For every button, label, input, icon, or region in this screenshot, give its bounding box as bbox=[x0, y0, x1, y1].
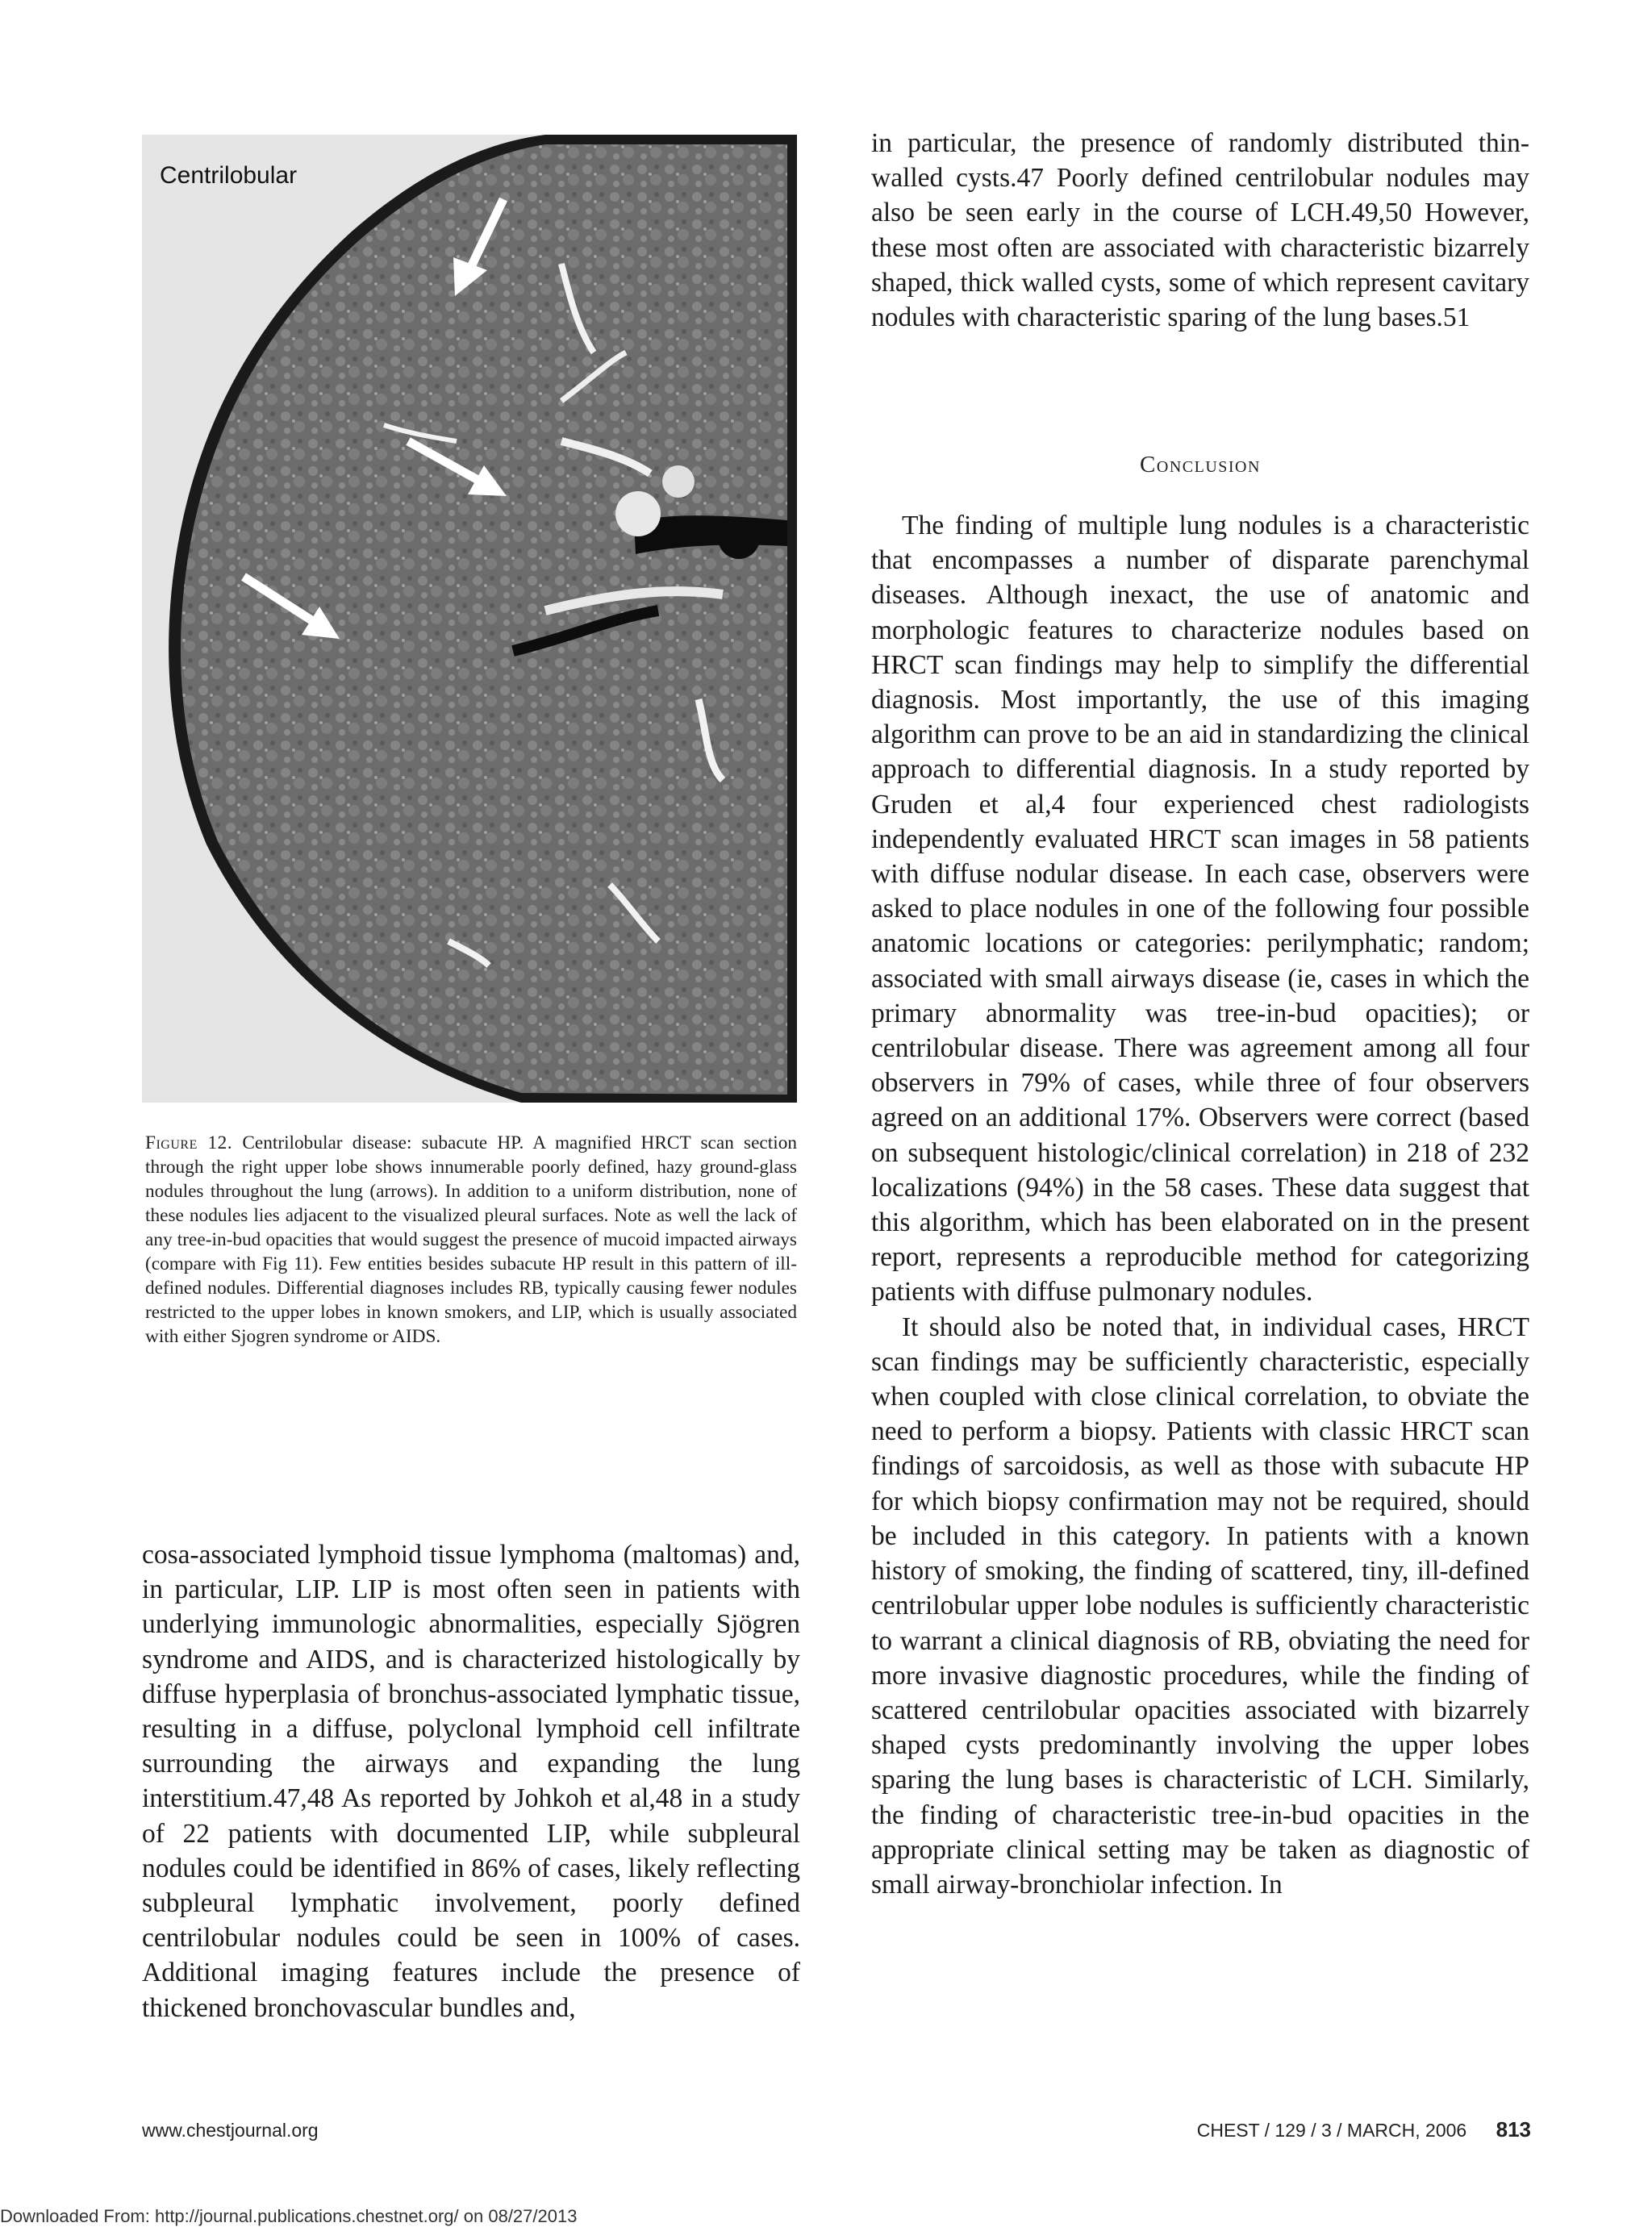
footer-journal bbox=[1197, 2117, 1531, 2142]
download-note: Downloaded From: http://journal.publications.chestnet.org/ on 08/27/2013 bbox=[0, 2206, 578, 2226]
footer-journal-ref: CHEST / 129 / 3 / MARCH, 2006 bbox=[1196, 2120, 1467, 2141]
ct-scan-image bbox=[142, 135, 797, 1103]
left-column-text bbox=[142, 1537, 800, 2025]
conclusion-body bbox=[871, 508, 1529, 1902]
figure-caption-text: Centrilobular disease: subacute HP. A magnified HRCT scan section through the right upper lobe shows innumerable poorly defined, hazy ground-glass nodules throughout the lung (arrows). In addition to a uniform distribution, none of these nodules lies adjacent to the visualized pleural surfaces. Note as well the lack of any tree-in-bud opacities that would suggest the presence of mucoid impacted airways (compare with Fig 11). Few entities besides subacute HP result in this pattern of ill-defined nodules. Differential diagnoses includes RB, typically causing fewer nodules restricted to the upper lobes in known smokers, and LIP, which is usually associated with either Sjogren syndrome or AIDS. bbox=[145, 1132, 798, 1347]
figure-caption bbox=[145, 1131, 797, 1349]
footer-website: www.chestjournal.org bbox=[142, 2120, 319, 2141]
left-column-paragraph: cosa-associated lymphoid tissue lymphoma (maltomas) and, in particular, LIP. LIP is most often seen in patients with underlying immunologic abnormalities, especially Sjögren syndrome and AIDS, and is characterized histologically by diffuse hyperplasia of bronchus-associated lymphatic tissue, resulting in a diffuse, polyclonal lymphoid cell infiltrate surrounding the airways and expanding the lung interstitium.47,48 As reported by Johkoh et al,48 in a study of 22 patients with documented LIP, while subpleural nodules could be identified in 86% of cases, likely reflecting subpleural lymphatic involvement, poorly defined centrilobular nodules could be seen in 100% of cases. Additional imaging features include the presence of thickened bronchovascular bundles and, bbox=[142, 1540, 800, 2023]
conclusion-paragraph-1: The finding of multiple lung nodules is a characteristic that encompasses a number of disparate parenchymal diseases. Although inexact, the use of anatomic and morphologic features to characterize nodules based on HRCT scan findings may help to simplify the differential diagnosis. Most importantly, the use of this imaging algorithm can prove to be an aid in standardizing the clinical approach to differential diagnosis. In a study reported by Gruden et al,4 four experienced chest radiologists independently evaluated HRCT scan images in 58 patients with diffuse nodular disease. In each case, observers were asked to place nodules in one of the following four possible anatomic locations or categories: perilymphatic; random; associated with small airways disease (ie, cases in which the primary abnormality was tree-in-bud opacities); or centrilobular disease. There was agreement among all four observers in 79% of cases, while three of four observers agreed on an additional 17%. Observers were correct (based on subsequent histologic/clinical correlation) in 218 of 232 localizations (94%) in the 58 cases. These data suggest that this algorithm, which has been elaborated on in the present report, represents a reproducible method for categorizing patients with diffuse pulmonary nodules. bbox=[871, 511, 1529, 1307]
figure-caption-tag: Figure 12. bbox=[145, 1132, 233, 1153]
page-number: 813 bbox=[1496, 2117, 1531, 2142]
right-column-top-paragraph: in particular, the presence of randomly distributed thin-walled cysts.47 Poorly defined centrilobular nodules may also be seen early in the course of LCH.49,50 However, these most often are associated with characteristic bizarrely shaped, thick walled cysts, some of which represent cavitary nodules with characteristic sparing of the lung bases.51 bbox=[871, 128, 1529, 333]
section-heading: Conclusion bbox=[1140, 452, 1261, 478]
figure-label: Centrilobular bbox=[160, 162, 298, 189]
conclusion-paragraph-2: It should also be noted that, in individual cases, HRCT scan findings may be sufficiently characteristic, especially when coupled with close clinical correlation, to obviate the need to perform a biopsy. Patients with classic HRCT scan findings of sarcoidosis, as well as those with subacute HP for which biopsy confirmation may not be required, should be included in this category. In patients with a known history of smoking, the finding of scattered, tiny, ill-defined centrilobular upper lobe nodules is sufficiently characteristic to warrant a clinical diagnosis of RB, obviating the need for more invasive diagnostic procedures, while the finding of scattered centrilobular opacities associated with bizarrely shaped cysts predominantly involving the upper lobes sparing the lung bases is characteristic of LCH. Similarly, the finding of characteristic tree-in-bud opacities in the appropriate clinical setting may be taken as diagnostic of small airway-bronchiolar infection. In bbox=[871, 1312, 1529, 1900]
ct-scan-figure bbox=[142, 135, 797, 1103]
right-column-top-text bbox=[871, 126, 1529, 335]
